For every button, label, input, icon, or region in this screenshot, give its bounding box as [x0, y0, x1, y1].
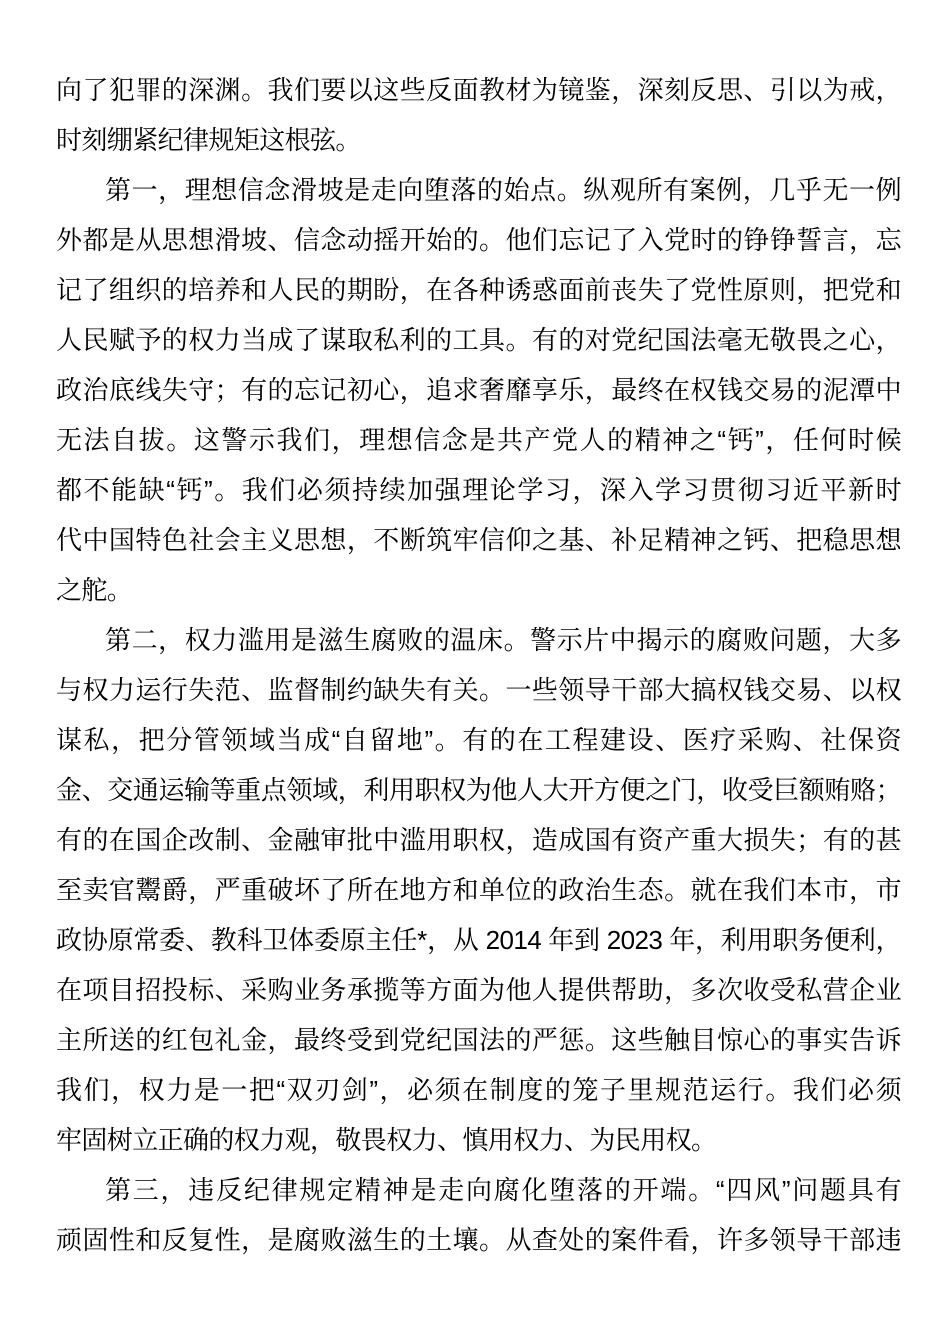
document-text-body: [56, 65, 901, 1265]
text-line: 谋私，把分管领域当成“自留地”。有的在工程建设、医疗采购、社保资: [56, 725, 901, 755]
text-line: 有的在国企改制、金融审批中滥用职权，造成国有资产重大损失；有的甚: [56, 825, 901, 855]
text-line: 政协原常委、教科卫体委原主任*，从 2014 年到 2023 年，利用职务便利，: [56, 925, 901, 955]
text-line: 记了组织的培养和人民的期盼，在各种诱惑面前丧失了党性原则，把党和: [56, 275, 901, 305]
text-line: 顽固性和反复性，是腐败滋生的土壤。从查处的案件看，许多领导干部违: [56, 1225, 901, 1255]
text-line: 至卖官鬻爵，严重破坏了所在地方和单位的政治生态。就在我们本市，市: [56, 875, 901, 905]
text-line: 第一，理想信念滑坡是走向堕落的始点。纵观所有案例，几乎无一例: [105, 175, 901, 205]
text-line: 牢固树立正确的权力观，敬畏权力、慎用权力、为民用权。: [56, 1125, 717, 1155]
text-line: 政治底线失守；有的忘记初心，追求奢靡享乐，最终在权钱交易的泥潭中: [56, 375, 901, 405]
text-line: 在项目招投标、采购业务承揽等方面为他人提供帮助，多次收受私营企业: [56, 975, 901, 1005]
text-line: 无法自拔。这警示我们，理想信念是共产党人的精神之“钙”，任何时候: [56, 425, 901, 455]
text-line: 都不能缺“钙”。我们必须持续加强理论学习，深入学习贯彻习近平新时: [56, 475, 901, 505]
text-line: 金、交通运输等重点领域，利用职权为他人大开方便之门，收受巨额贿赂；: [56, 775, 901, 805]
text-line: 外都是从思想滑坡、信念动摇开始的。他们忘记了入党时的铮铮誓言，忘: [56, 225, 901, 255]
text-line: 人民赋予的权力当成了谋取私利的工具。有的对党纪国法毫无敬畏之心，: [56, 325, 901, 355]
text-line: 第二，权力滥用是滋生腐败的温床。警示片中揭示的腐败问题，大多: [105, 625, 901, 655]
text-line: 我们，权力是一把“双刃剑”，必须在制度的笼子里规范运行。我们必须: [56, 1075, 901, 1105]
text-line: 主所送的红包礼金，最终受到党纪国法的严惩。这些触目惊心的事实告诉: [56, 1025, 901, 1055]
text-line: 与权力运行失范、监督制约缺失有关。一些领导干部大搞权钱交易、以权: [56, 675, 901, 705]
text-line: 向了犯罪的深渊。我们要以这些反面教材为镜鉴，深刻反思、引以为戒，: [56, 75, 901, 105]
text-line: 时刻绷紧纪律规矩这根弦。: [56, 125, 361, 155]
text-line: 代中国特色社会主义思想，不断筑牢信仰之基、补足精神之钙、把稳思想: [56, 525, 901, 555]
text-line: 之舵。: [56, 575, 133, 605]
text-line: 第三，违反纪律规定精神是走向腐化堕落的开端。“四风”问题具有: [105, 1175, 901, 1205]
